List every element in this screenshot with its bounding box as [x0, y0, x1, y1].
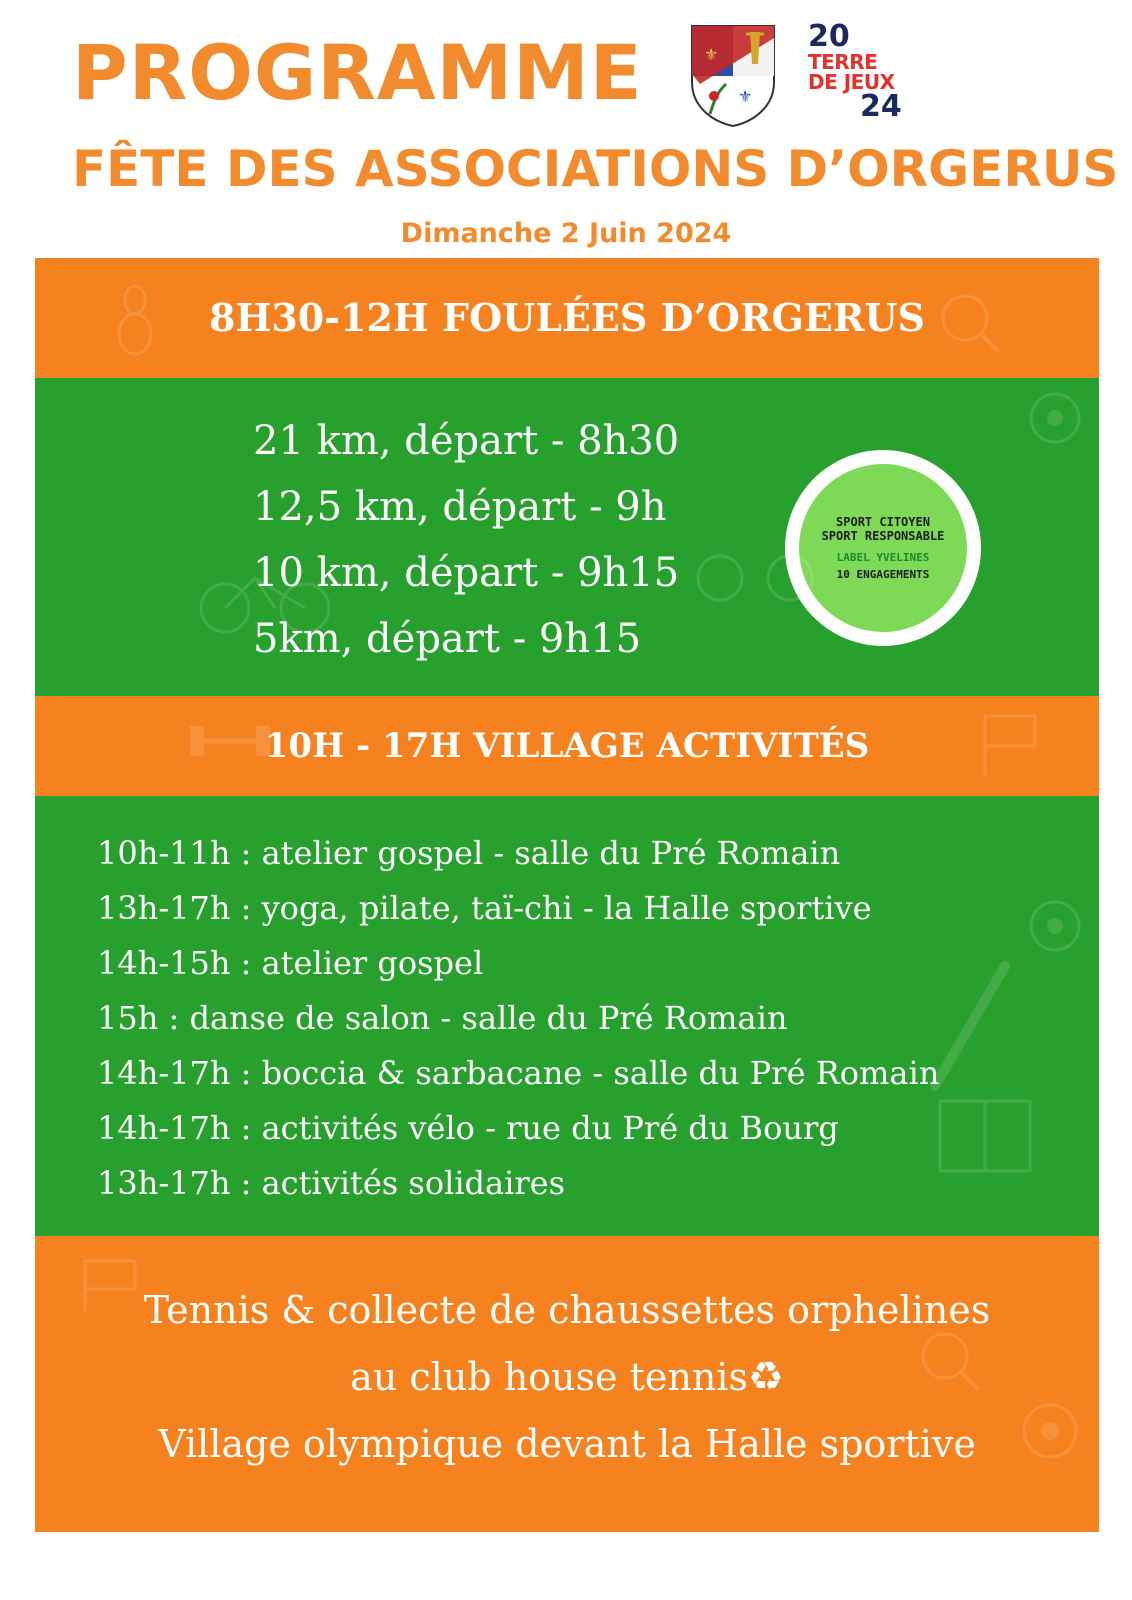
svg-text:⚜: ⚜: [738, 87, 753, 106]
terre-de-jeux-2024-logo: [808, 19, 918, 124]
activity-item: 14h-17h : activités vélo - rue du Pré du Bourg: [97, 1109, 839, 1147]
village-title: 10H - 17H VILLAGE ACTIVITÉS: [264, 726, 870, 766]
flag-icon: [75, 1256, 165, 1316]
baseball-bat-icon: [915, 956, 1015, 1096]
ping-pong-icon: [935, 288, 1005, 358]
badge-line2: SPORT RESPONSABLE: [821, 529, 945, 543]
village-header-band: [35, 696, 1099, 796]
activity-item: 13h-17h : yoga, pilate, taï-chi - la Halle sportive: [97, 889, 872, 927]
race-item: 12,5 km, départ - 9h: [253, 484, 667, 530]
activity-item: 14h-17h : boccia & sarbacane - salle du Pré Romain: [97, 1054, 940, 1092]
activity-item: 15h : danse de salon - salle du Pré Romain: [97, 999, 788, 1037]
event-title: FÊTE DES ASSOCIATIONS D’ORGERUS: [72, 140, 1119, 198]
event-date: Dimanche 2 Juin 2024: [400, 218, 732, 249]
badge-line3: LABEL YVELINES: [836, 551, 930, 564]
badge-line1: SPORT CITOYEN: [836, 515, 930, 529]
footer-panel: [35, 1236, 1099, 1532]
page-title: PROGRAMME: [72, 28, 643, 117]
ping-pong-icon: [915, 1326, 985, 1396]
soccer-ball-icon: [1025, 896, 1085, 956]
race-item: 21 km, départ - 8h30: [253, 418, 680, 464]
soccer-ball-icon: [1025, 388, 1085, 448]
bowling-pin-icon: [105, 278, 165, 358]
svg-text:⚜: ⚜: [704, 45, 719, 64]
foulees-title: 8H30-12H FOULÉES D’ORGERUS: [209, 295, 925, 340]
recycle-icon: ♻: [747, 1354, 784, 1400]
soccer-ball-icon: [1015, 1396, 1085, 1466]
bicycle-icon: [695, 538, 815, 608]
tdj-line2: DE JEUX: [808, 70, 895, 94]
tdj-year-bottom: 24: [860, 89, 902, 124]
badge-line4: 10 ENGAGEMENTS: [836, 568, 930, 581]
footer-line3: Village olympique devant la Halle sportive: [158, 1422, 976, 1466]
field-icon: [935, 1096, 1035, 1176]
activity-item: 13h-17h : activités solidaires: [97, 1164, 565, 1202]
footer-line1: Tennis & collecte de chaussettes orphelines: [143, 1288, 991, 1332]
tdj-line1: TERRE: [808, 50, 878, 74]
tdj-year-top: 20: [808, 19, 850, 54]
foulees-header-band: [35, 258, 1099, 378]
flag-icon: [975, 711, 1055, 781]
activity-item: 10h-11h : atelier gospel - salle du Pré Romain: [97, 834, 841, 872]
foulees-races-panel: [35, 378, 1099, 696]
village-activities-panel: [35, 796, 1099, 1236]
activity-list: [97, 826, 939, 1211]
bicycle-icon: [195, 568, 335, 638]
activity-item: 14h-15h : atelier gospel: [97, 944, 484, 982]
dumbbell-icon: [185, 711, 275, 771]
race-item: 10 km, départ - 9h15: [253, 550, 680, 596]
race-item: 5km, départ - 9h15: [253, 616, 642, 662]
footer-line2: au club house tennis: [350, 1355, 748, 1399]
orgerus-coat-of-arms-logo: [690, 24, 776, 128]
